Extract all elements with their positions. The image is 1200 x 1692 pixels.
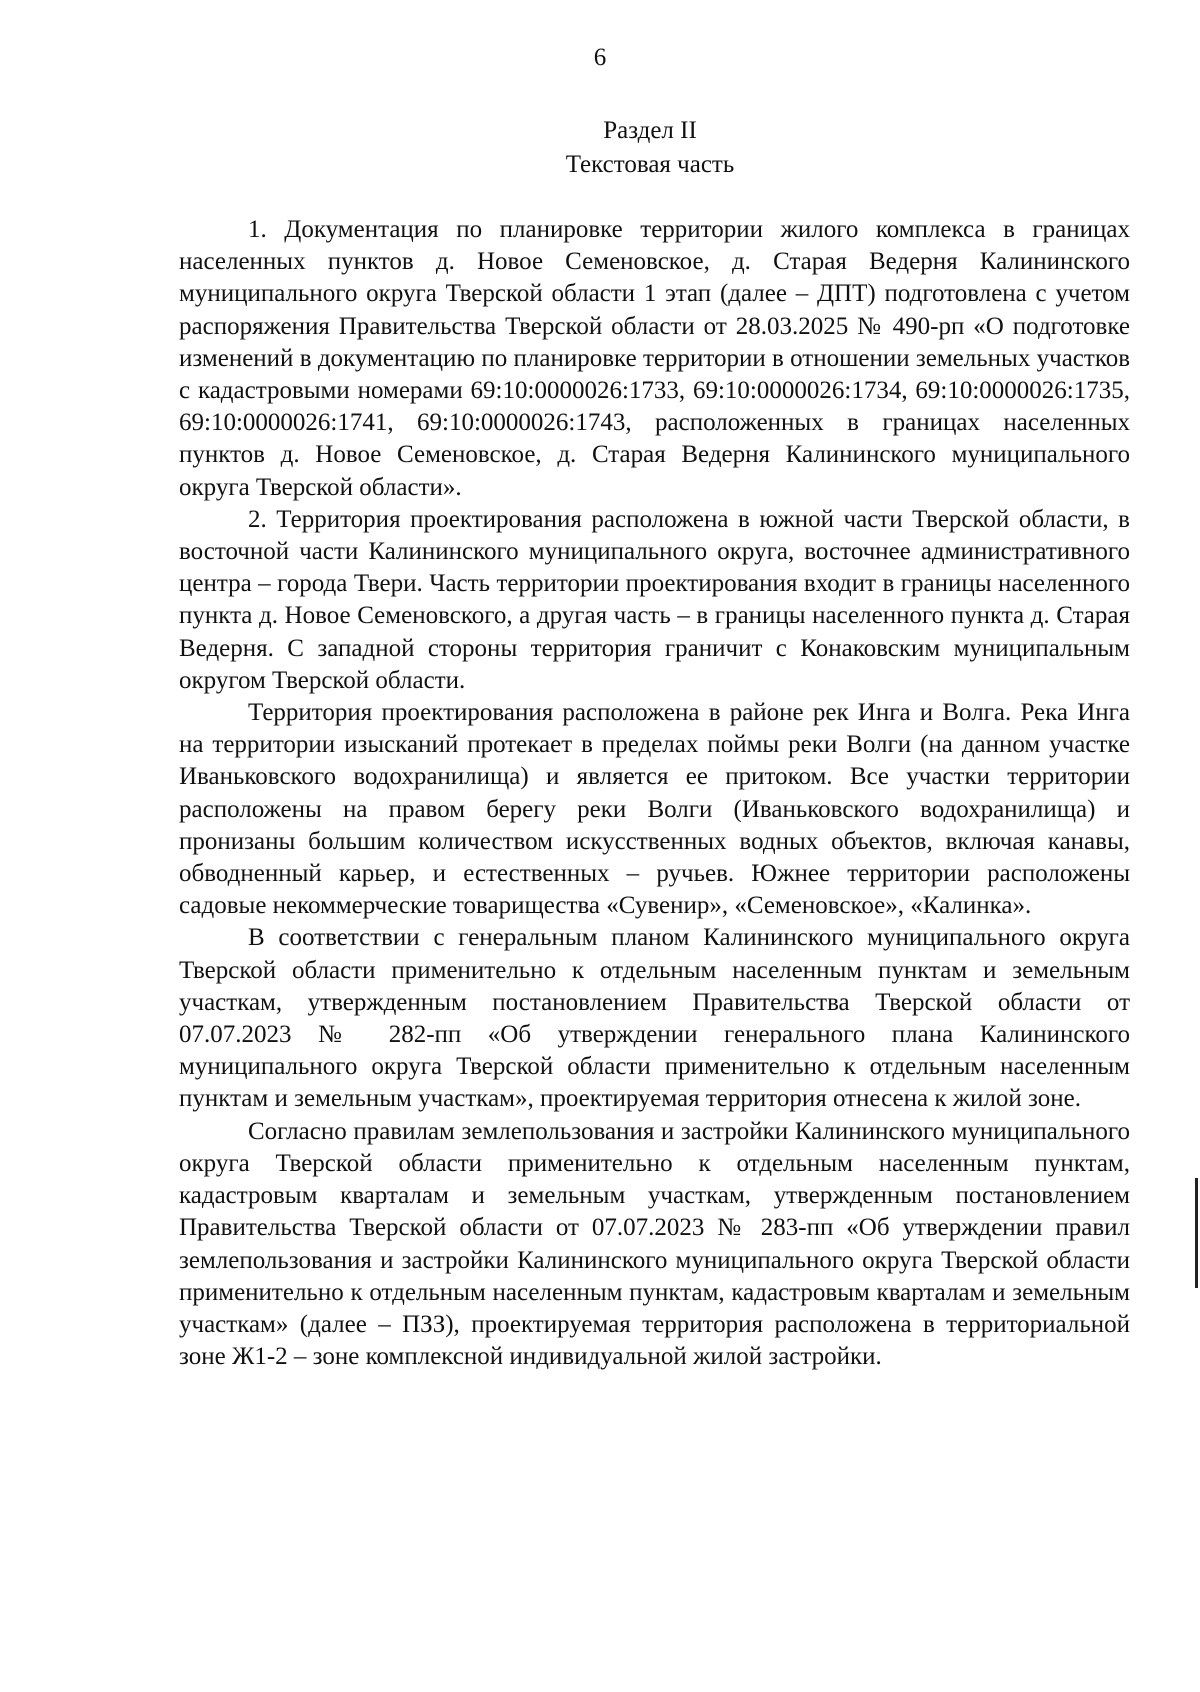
paragraph: Территория проектирования расположена в районе рек Инга и Волга. Река Инга на территории изысканий протекает в пределах поймы реки Волги (на данном участке Иваньковского водохранилища) и является ее притоком. Все участки территории расположены на правом берегу реки Волги (Иваньковского водохранилища) и пронизаны большим количеством искусственных водных объектов, включая канавы, обводненный карьер, и естественных – ручьев. Южнее территории расположены садовые некоммерческие товарищества «Сувенир», «Семеновское», «Калинка». bbox=[179, 699, 1130, 920]
paragraph: 1. Документация по планировке территории жилого комплекса в границах населенных пунктов д. Новое Семеновское, д. Старая Ведерня Калининского муниципального округа Тверской области 1 этап (далее – ДПТ) подготовлена с учетом распоряжения Правительства Тверской области от 28.03.2025 № 490-рп «О подготовке изменений в документацию по планировке территории в отношении земельных участков с кадастровыми номерами 69:10:0000026:1733, 69:10:0000026:1734, 69:10:0000026:1735, 69:10:0000026:1741, 69:10:0000026:1743, расположенных в границах населенных пунктов д. Новое Семеновское, д. Старая Ведерня Калининского муниципального округа Тверской области». bbox=[179, 216, 1130, 501]
paragraph: 2. Территория проектирования расположена в южной части Тверской области, в восточной части Калининского муниципального округа, восточнее административного центра – города Твери. Часть территории проектирования входит в границы населенного пункта д. Новое Семеновского, а другая часть – в границы населенного пункта д. Старая Ведерня. С западной стороны территория граничит с Конаковским муниципальным округом Тверской области. bbox=[179, 505, 1130, 694]
section-title: Раздел II bbox=[603, 117, 697, 144]
paragraph: Согласно правилам землепользования и застройки Калининского муниципального округа Тверской области применительно к отдельным населенным пунктам, кадастровым кварталам и земельным участкам, утвержденным постановлением Правительства Тверской области от 07.07.2023 № 283-пп «Об утверждении правил землепользования и застройки Калининского муниципального округа Тверской области применительно к отдельным населенным пунктам, кадастровым кварталам и земельным участкам» (далее – ПЗЗ), проектируемая территория расположена в территориальной зоне Ж1-2 – зоне комплексной индивидуальной жилой застройки. bbox=[179, 1117, 1130, 1371]
section-heading bbox=[0, 114, 1200, 182]
paragraph: В соответствии с генеральным планом Калининского муниципального округа Тверской области применительно к отдельным населенным пунктам и земельным участкам, утвержденным постановлением Правительства Тверской области от 07.07.2023 № 282-пп «Об утверждении генерального плана Калининского муниципального округа Тверской области применительно к отдельным населенным пунктам и земельным участкам», проектируемая территория отнесена к жилой зоне. bbox=[179, 924, 1130, 1113]
page-number: 6 bbox=[593, 44, 607, 71]
body-text bbox=[179, 214, 1130, 1373]
section-subtitle: Текстовая часть bbox=[565, 151, 735, 178]
scan-edge-mark bbox=[1195, 1178, 1198, 1288]
